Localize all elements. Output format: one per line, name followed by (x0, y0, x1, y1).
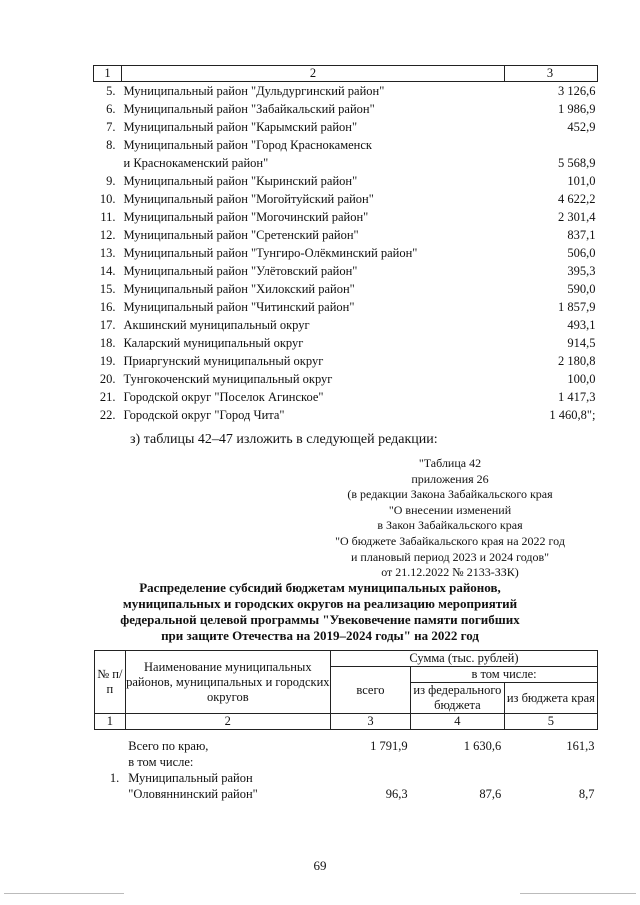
col-header-regional: из бюджета края (504, 683, 597, 714)
row-num: 5. (106, 84, 116, 98)
table-row (94, 406, 598, 424)
subsidy-table (94, 650, 598, 802)
row-name: Каларский муниципальный округ (123, 336, 304, 350)
row-value: 1 857,9 (558, 300, 596, 314)
table-row (94, 370, 598, 388)
row-num: 12. (99, 228, 116, 242)
row-num: 13. (99, 246, 116, 260)
table-row (94, 244, 598, 262)
table-row (94, 136, 598, 154)
row-value: 2 301,4 (558, 210, 596, 224)
total-regional: 161,3 (566, 739, 595, 753)
scan-artifact (520, 893, 636, 894)
total-label: Всего по краю, (128, 739, 209, 753)
col-num: 4 (411, 714, 505, 730)
intro-text: з) таблицы 42–47 изложить в следующей редакции: (130, 432, 438, 447)
row-value: 590,0 (567, 282, 596, 296)
row-name: Муниципальный район "Кыринский район" (123, 174, 358, 188)
row-name-line: "Оловяннинский район" (128, 787, 258, 801)
col-num: 5 (504, 714, 597, 730)
caption-line: "Таблица 42 (418, 456, 482, 470)
row-value: 100,0 (567, 372, 596, 386)
top-table-header (94, 66, 598, 82)
row-num: 7. (106, 120, 116, 134)
table-row (94, 154, 598, 172)
header-col-1: 1 (94, 66, 122, 82)
row-num: 6. (106, 102, 116, 116)
row-name: Муниципальный район "Хилокский район" (123, 282, 355, 296)
row-value: 395,3 (567, 264, 596, 278)
caption-line: (в редакции Закона Забайкальского края (347, 487, 553, 502)
row-name-line: Муниципальный район (128, 771, 253, 785)
total-value: 1 791,9 (370, 739, 408, 753)
row-regional: 8,7 (578, 787, 595, 801)
row-num: 8. (106, 138, 116, 152)
row-value: 837,1 (567, 228, 596, 242)
header-col-3: 3 (505, 66, 598, 82)
row-name: Муниципальный район "Могойтуйский район" (123, 192, 374, 206)
row-value (505, 136, 598, 154)
caption-line: от 21.12.2022 № 2133-ЗЗК) (381, 565, 519, 580)
table-title (80, 580, 560, 644)
col-header-num: № п/п (95, 651, 126, 714)
row-name: и Краснокаменский район" (123, 156, 269, 170)
title-line: Распределение субсидий бюджетам муниципальных районов, (139, 580, 501, 595)
table-row (94, 226, 598, 244)
total-row (95, 730, 598, 755)
col-header-name: Наименование муниципальных районов, муниципальных и городских округов (125, 651, 330, 714)
row-num: 21. (99, 390, 116, 404)
row-num: 9. (106, 174, 116, 188)
row-name: Муниципальный район "Улётовский район" (123, 264, 358, 278)
caption-line: "О внесении изменений (388, 502, 512, 517)
row-total: 96,3 (385, 787, 408, 801)
table-row (94, 352, 598, 370)
row-name: Акшинский муниципальный округ (123, 318, 310, 332)
table-caption (300, 456, 600, 581)
table-row (94, 334, 598, 352)
row-num: 1. (109, 771, 120, 785)
col-num: 2 (125, 714, 330, 730)
row-num: 18. (99, 336, 116, 350)
caption-line: "О бюджете Забайкальского края на 2022 год (335, 533, 565, 548)
col-num: 1 (95, 714, 126, 730)
row-name: Муниципальный район "Сретенский район" (123, 228, 359, 242)
title-line: при защите Отечества на 2019–2024 годы" на 2022 год (161, 628, 479, 643)
row-value: 1 986,9 (558, 102, 596, 116)
table-row (94, 262, 598, 280)
row-value: 5 568,9 (558, 156, 596, 170)
row-value: 493,1 (567, 318, 596, 332)
table-row (94, 100, 598, 118)
row-num: 15. (99, 282, 116, 296)
row-name: Муниципальный район "Забайкальский район" (123, 102, 375, 116)
table-row (94, 208, 598, 226)
row-value: 506,0 (567, 246, 596, 260)
row-name: Муниципальный район "Тунгиро-Олёкминский район" (123, 246, 418, 260)
row-value: 452,9 (567, 120, 596, 134)
table-row (94, 172, 598, 190)
row-name: Приаргунский муниципальный округ (123, 354, 324, 368)
row-name: Муниципальный район "Читинский район" (123, 300, 355, 314)
row-num: 11. (100, 210, 116, 224)
row-value: 4 622,2 (558, 192, 596, 206)
col-header-total: всего (330, 667, 410, 714)
row-name: Муниципальный район "Карымский район" (123, 120, 358, 134)
row-num: 16. (99, 300, 116, 314)
row-federal: 87,6 (479, 787, 502, 801)
page-number: 69 (313, 858, 327, 873)
row-value: 2 180,8 (558, 354, 596, 368)
row-value: 914,5 (567, 336, 596, 350)
caption-line: и плановый период 2023 и 2024 годов" (350, 549, 550, 564)
total-federal: 1 630,6 (463, 739, 502, 753)
scan-artifact (4, 893, 124, 894)
incl-label: в том числе: (128, 755, 194, 769)
row-num: 14. (99, 264, 116, 278)
col-num: 3 (330, 714, 410, 730)
row-name: Городской округ "Поселок Агинское" (123, 390, 324, 404)
header-col-2: 2 (122, 66, 505, 82)
row-num: 17. (99, 318, 116, 332)
table-row (94, 190, 598, 208)
row-name: Муниципальный район "Дульдургинский район" (123, 84, 385, 98)
table-row (94, 298, 598, 316)
row-name: Муниципальный район "Город Краснокаменск (123, 138, 372, 152)
caption-line: приложения 26 (411, 471, 489, 486)
table-row (94, 280, 598, 298)
caption-line: в Закон Забайкальского края (377, 518, 523, 533)
row-num: 19. (99, 354, 116, 368)
row-num: 10. (99, 192, 116, 206)
title-line: федеральной целевой программы "Увековечение памяти погибших (120, 612, 520, 627)
col-header-incl: в том числе: (411, 667, 598, 683)
table-row (94, 388, 598, 406)
row-value: 1 460,8"; (549, 408, 596, 422)
row-name: Тунгокоченский муниципальный округ (123, 372, 333, 386)
table-row (95, 770, 598, 802)
table-row (94, 316, 598, 334)
row-num: 20. (99, 372, 116, 386)
row-name: Городской округ "Город Чита" (123, 408, 285, 422)
col-header-federal: из федерального бюджета (411, 683, 505, 714)
title-line: муниципальных и городских округов на реализацию мероприятий (122, 596, 518, 611)
row-num (94, 154, 122, 172)
col-header-sum: Сумма (тыс. рублей) (330, 651, 597, 667)
table-row (94, 118, 598, 136)
row-value: 3 126,6 (558, 84, 596, 98)
row-name (125, 770, 330, 802)
row-name: Муниципальный район "Могочинский район" (123, 210, 369, 224)
row-num: 22. (99, 408, 116, 422)
row-value: 101,0 (567, 174, 596, 188)
top-table (93, 65, 598, 424)
row-value: 1 417,3 (558, 390, 596, 404)
table-row (94, 82, 598, 101)
